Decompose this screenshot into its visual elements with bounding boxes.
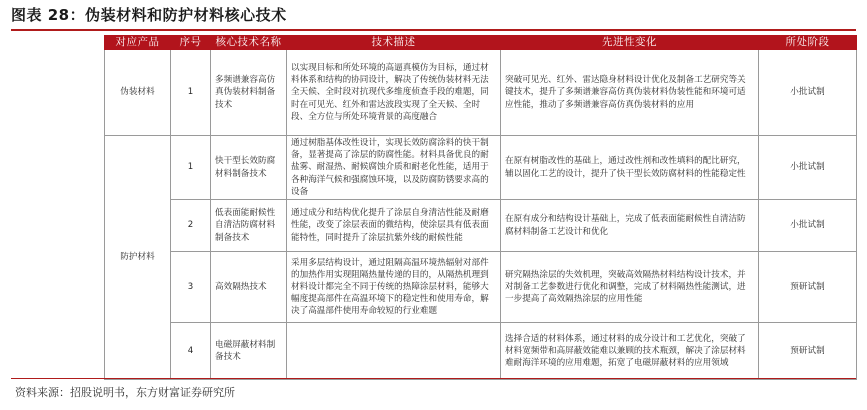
title-divider xyxy=(11,29,856,31)
number-cell: 1 xyxy=(171,50,211,136)
table-row xyxy=(105,136,857,200)
stage-cell: 小批试制 xyxy=(759,200,857,252)
number-cell: 4 xyxy=(171,323,211,380)
table-row xyxy=(105,252,857,323)
tech-name-cell: 高效隔热技术 xyxy=(211,252,287,323)
tech-desc-cell: 通过成分和结构优化提升了涂层自身清洁性能及耐磨性能，改变了涂层表面的微结构，使涂层具有低表面能特性，同时提升了涂层抗紫外线的耐候性能 xyxy=(287,200,501,252)
header-advancement: 先进性变化 xyxy=(501,36,759,50)
stage-cell: 小批试制 xyxy=(759,136,857,200)
header-number: 序号 xyxy=(171,36,211,50)
advancement-cell: 在原有成分和结构设计基础上，完成了低表面能耐候性自清洁防腐材料制备工艺设计和优化 xyxy=(501,200,759,252)
product-cell: 防护材料 xyxy=(105,136,171,380)
table-row xyxy=(105,200,857,252)
advancement-cell: 研究隔热涂层的失效机理，突破高效隔热材料结构设计技术，并对制备工艺参数进行优化和调整，完成了材料隔热性能测试，进一步提高了高效隔热涂层的应用性能 xyxy=(501,252,759,323)
figure-title: 图表 28：伪装材料和防护材料核心技术 xyxy=(11,6,287,24)
product-cell: 伪装材料 xyxy=(105,50,171,136)
header-tech-name: 核心技术名称 xyxy=(211,36,287,50)
stage-cell: 预研试制 xyxy=(759,252,857,323)
table-row xyxy=(105,323,857,380)
bottom-divider xyxy=(11,378,856,379)
stage-cell: 小批试制 xyxy=(759,50,857,136)
tech-desc-cell: 以实现目标和所处环境的高逼真模仿为目标，通过材料体系和结构的协同设计，解决了传统伪装材料无法全天候、全时段对抗现代多维度侦查手段的难题，同时在可见光、红外和雷达波段实现了全天候、全时段、全方位与所处环境背景的高度融合 xyxy=(287,50,501,136)
tech-name-cell: 快干型长效防腐材料制备技术 xyxy=(211,136,287,200)
header-tech-desc: 技术描述 xyxy=(287,36,501,50)
tech-name-cell: 低表面能耐候性自清洁防腐材料制备技术 xyxy=(211,200,287,252)
advancement-cell: 在原有树脂改性的基础上，通过改性剂和改性填料的配比研究，辅以固化工艺的设计，提升了快干型长效防腐材料的性能稳定性 xyxy=(501,136,759,200)
stage-cell: 预研试制 xyxy=(759,323,857,380)
tech-name-cell: 多频谱兼容高仿真伪装材料制备技术 xyxy=(211,50,287,136)
tech-name-cell: 电磁屏蔽材料制备技术 xyxy=(211,323,287,380)
header-product: 对应产品 xyxy=(105,36,171,50)
table-header-row xyxy=(105,36,857,50)
tech-desc-cell xyxy=(287,323,501,380)
tech-desc-cell: 采用多层结构设计，通过阻隔高温环境热辐射对部件的加热作用实现阻隔热量传递的目的，从隔热机理到材料设计都完全不同于传统的热障涂层材料，能够大幅度提高部件在高温环境下的稳定性和使用寿命，解决了高温部件使用寿命较短的行业难题 xyxy=(287,252,501,323)
number-cell: 3 xyxy=(171,252,211,323)
core-technology-table xyxy=(104,35,857,380)
number-cell: 1 xyxy=(171,136,211,200)
tech-desc-cell: 通过树脂基体改性设计，实现长效防腐涂料的快干制备，显著提高了涂层的防腐性能。材料具备优良的耐盐雾、耐湿热、耐候腐蚀介质和耐老化性能，适用于各种海洋气候和强腐蚀环境，以及防腐防锈要求高的设备 xyxy=(287,136,501,200)
table-row xyxy=(105,50,857,136)
number-cell: 2 xyxy=(171,200,211,252)
source-note: 资料来源：招股说明书，东方财富证券研究所 xyxy=(15,386,235,399)
advancement-cell: 选择合适的材料体系，通过材料的成分设计和工艺优化，突破了材料宽频带和高屏蔽效能难以兼顾的技术瓶颈，解决了涂层材料难耐海洋环境的应用难题，拓宽了电磁屏蔽材料的应用领域 xyxy=(501,323,759,380)
advancement-cell: 突破可见光、红外、雷达隐身材料设计优化及制备工艺研究等关键技术，提升了多频谱兼容高仿真伪装材料伪装性能和环境可适应性能，推动了多频谱兼容高仿真伪装材料的应用 xyxy=(501,50,759,136)
header-stage: 所处阶段 xyxy=(759,36,857,50)
